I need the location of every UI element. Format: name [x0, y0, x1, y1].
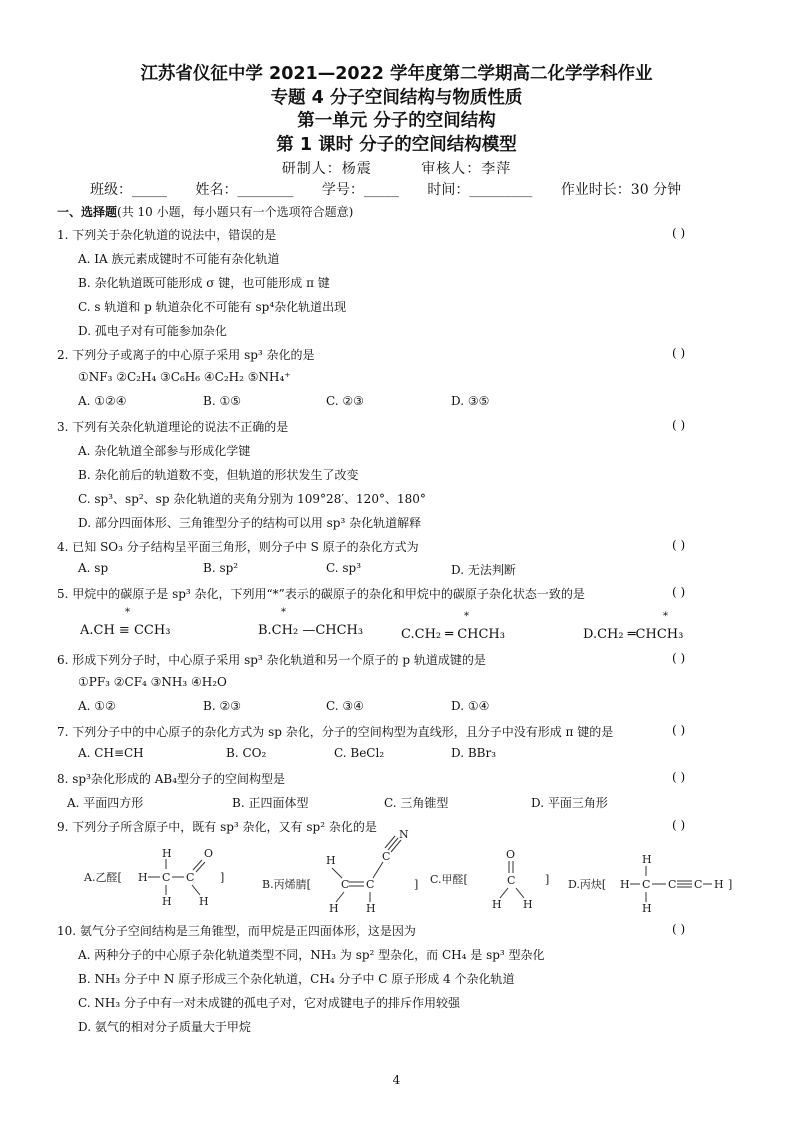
- atom: H: [642, 853, 652, 866]
- answer-bracket-3: ( ): [672, 418, 686, 432]
- q2-option-c: C. ②③: [326, 394, 364, 408]
- answer-bracket-6: ( ): [672, 651, 686, 665]
- atom: O: [506, 848, 516, 861]
- q4-option-c: C. sp³: [326, 561, 362, 575]
- q8-option-b: B. 正四面体型: [232, 796, 309, 810]
- q9-option-a-label: A.乙醛[: [84, 871, 122, 884]
- atom: C: [507, 874, 516, 887]
- answer-bracket-4: ( ): [672, 538, 686, 552]
- section-note: (共 10 小题，每小题只有一个选项符合题意): [117, 205, 354, 219]
- q3-option-a: A. 杂化轨道全部参与形成化学键: [78, 444, 251, 458]
- q7-option-c: C. BeCl₂: [334, 746, 385, 760]
- reviewer: 审核人：李萍: [421, 161, 512, 177]
- q9-option-d-structure: [568, 853, 732, 915]
- name-field: 姓名：________: [195, 182, 294, 198]
- q1-option-d: D. 孤电子对有可能参加杂化: [78, 324, 227, 338]
- q9-option-b-close: ]: [414, 878, 419, 891]
- q8-option-c: C. 三角锥型: [384, 796, 449, 810]
- answer-bracket-7: ( ): [672, 723, 686, 737]
- atom: H: [620, 878, 630, 891]
- question-2-stem: 2. 下列分子或离子的中心原子采用 sp³ 杂化的是: [57, 348, 315, 362]
- q6-option-b: B. ②③: [203, 699, 241, 713]
- atom: H: [138, 871, 148, 884]
- answer-bracket-8: ( ): [672, 770, 686, 784]
- atom: C: [668, 878, 677, 891]
- q9-option-b-structure: [262, 830, 418, 915]
- q5-option-d: D.CH₂ ═CHCH₃: [583, 627, 684, 642]
- question-9-stem: 9. 下列分子所含原子中，既有 sp³ 杂化，又有 sp² 杂化的是: [57, 820, 377, 834]
- topic-title: 专题 4 分子空间结构与物质性质: [270, 88, 523, 108]
- answer-bracket-10: ( ): [672, 922, 686, 936]
- atom: C: [162, 871, 171, 884]
- atom: C: [366, 878, 375, 891]
- q6-items: ①PF₃ ②CF₄ ③NH₃ ④H₂O: [78, 675, 227, 689]
- q9-option-c-close: ]: [545, 873, 550, 886]
- q5-option-b: B.CH₂ —CHCH₃: [258, 623, 364, 638]
- unit-title: 第一单元 分子的空间结构: [297, 111, 496, 131]
- q10-option-c: C. NH₃ 分子中有一对未成键的孤电子对，它对成键电子的排斥作用较强: [78, 996, 460, 1010]
- q9-option-d-label: D.丙炔[: [568, 878, 607, 891]
- q9-option-b-label: B.丙烯腈[: [262, 878, 311, 891]
- q5-star-c: *: [464, 611, 469, 622]
- atom: H: [162, 895, 172, 908]
- time-field: 时间：_________: [427, 182, 533, 198]
- atom: H: [329, 902, 339, 915]
- student-id-field: 学号：_____: [321, 182, 399, 198]
- q9-option-c-structure: [430, 848, 549, 911]
- q1-option-a: A. ⅠA 族元素成键时不可能有杂化轨道: [78, 252, 280, 266]
- answer-bracket-9: ( ): [672, 818, 686, 832]
- q4-option-b: B. sp²: [203, 561, 239, 575]
- atom: H: [642, 902, 652, 915]
- answer-bracket-5: ( ): [672, 585, 686, 599]
- q2-option-d: D. ③⑤: [451, 394, 490, 408]
- question-8-stem: 8. sp³杂化形成的 AB₄型分子的空间构型是: [57, 772, 286, 786]
- q3-option-b: B. 杂化前后的轨道数不变，但轨道的形状发生了改变: [78, 468, 359, 482]
- q9-option-c-label: C.甲醛[: [430, 873, 468, 886]
- atom: C: [642, 878, 651, 891]
- atom: C: [694, 878, 703, 891]
- author-line: [0, 158, 793, 178]
- q4-option-a: A. sp: [78, 561, 109, 575]
- q8-option-a: A. 平面四方形: [67, 796, 144, 810]
- q8-option-d: D. 平面三角形: [531, 796, 608, 810]
- question-4-stem: 4. 已知 SO₃ 分子结构呈平面三角形，则分子中 S 原子的杂化方式为: [57, 540, 419, 554]
- atom: H: [199, 895, 209, 908]
- question-1-stem: 1. 下列关于杂化轨道的说法中，错误的是: [57, 228, 277, 242]
- q6-option-c: C. ③④: [326, 699, 364, 713]
- answer-bracket-2: ( ): [672, 346, 686, 360]
- question-5-stem: 5. 甲烷中的碳原子是 sp³ 杂化，下列用“*”表示的碳原子的杂化和甲烷中的碳原子杂化状态一致的是: [57, 587, 585, 601]
- atom: N: [399, 830, 409, 841]
- q5-star-b: *: [281, 607, 286, 618]
- q1-option-b: B. 杂化轨道既可能形成 σ 键，也可能形成 π 键: [78, 276, 330, 290]
- section-heading: [57, 203, 353, 220]
- q5-option-c: C.CH₂ ═ CHCH₃: [401, 627, 505, 642]
- q7-option-b: B. CO₂: [226, 746, 267, 760]
- q7-option-a: A. CH≡CH: [78, 746, 144, 760]
- atom: C: [186, 871, 195, 884]
- atom: C: [341, 878, 350, 891]
- q1-option-c: C. s 轨道和 p 轨道杂化不可能有 sp⁴杂化轨道出现: [78, 300, 347, 314]
- section-title: 一、选择题: [57, 205, 118, 219]
- q10-option-a: A. 两种分子的中心原子杂化轨道类型不同，NH₃ 为 sp² 型杂化，而 CH₄ 是 sp³ 型杂化: [78, 948, 545, 962]
- q5-star-a: *: [125, 607, 130, 618]
- student-info-line: [90, 179, 705, 199]
- atom: H: [714, 878, 724, 891]
- atom: H: [326, 854, 336, 867]
- q10-option-b: B. NH₃ 分子中 N 原子形成三个杂化轨道，CH₄ 分子中 C 原子形成 4 个杂化轨道: [78, 972, 515, 986]
- q2-option-a: A. ①②④: [78, 394, 127, 408]
- question-6-stem: 6. 形成下列分子时，中心原子采用 sp³ 杂化轨道和另一个原子的 p 轨道成键的是: [57, 653, 486, 667]
- question-3-stem: 3. 下列有关杂化轨道理论的说法不正确的是: [57, 420, 289, 434]
- q7-option-d: D. BBr₃: [451, 746, 497, 760]
- atom: H: [162, 847, 172, 860]
- class-field: 班级：_____: [90, 182, 167, 198]
- q9-option-a-structure: [83, 847, 224, 908]
- q2-items: ①NF₃ ②C₂H₄ ③C₆H₆ ④C₂H₂ ⑤NH₄⁺: [78, 370, 291, 384]
- lesson-title: 第 1 课时 分子的空间结构模型: [276, 135, 517, 155]
- q6-option-d: D. ①④: [451, 699, 490, 713]
- q9-structures: [0, 830, 793, 920]
- q4-option-d: D. 无法判断: [451, 563, 516, 577]
- atom: O: [204, 847, 214, 860]
- q5-option-a: A.CH ≡ CCH₃: [80, 623, 171, 638]
- author: 研制人：杨震: [281, 161, 372, 177]
- atom: H: [523, 898, 533, 911]
- q10-option-d: D. 氨气的相对分子质量大于甲烷: [78, 1020, 251, 1034]
- question-10-stem: 10. 氨气分子空间结构是三角锥型，而甲烷是正四面体形，这是因为: [57, 924, 416, 938]
- atom: H: [366, 902, 376, 915]
- q2-option-b: B. ①⑤: [203, 394, 241, 408]
- atom: C: [382, 850, 391, 863]
- page-number: 4: [392, 1073, 401, 1087]
- document-title: 江苏省仪征中学 2021—2022 学年度第二学期高二化学学科作业: [140, 64, 653, 84]
- question-7-stem: 7. 下列分子中的中心原子的杂化方式为 sp 杂化，分子的空间构型为直线形，且分子中没有形成 π 键的是: [57, 725, 614, 739]
- q9-option-a-close: ]: [220, 871, 225, 884]
- q3-option-d: D. 部分四面体形、三角锥型分子的结构可以用 sp³ 杂化轨道解释: [78, 516, 422, 530]
- q6-option-a: A. ①②: [78, 699, 116, 713]
- duration-label: 作业时长：30 分钟: [560, 182, 682, 198]
- q5-star-d: *: [663, 611, 668, 622]
- answer-bracket-1: ( ): [672, 226, 686, 240]
- q3-option-c: C. sp³、sp²、sp 杂化轨道的夹角分别为 109°28′、120°、180°: [78, 492, 426, 506]
- atom: H: [492, 898, 502, 911]
- q9-option-d-close: ]: [728, 878, 733, 891]
